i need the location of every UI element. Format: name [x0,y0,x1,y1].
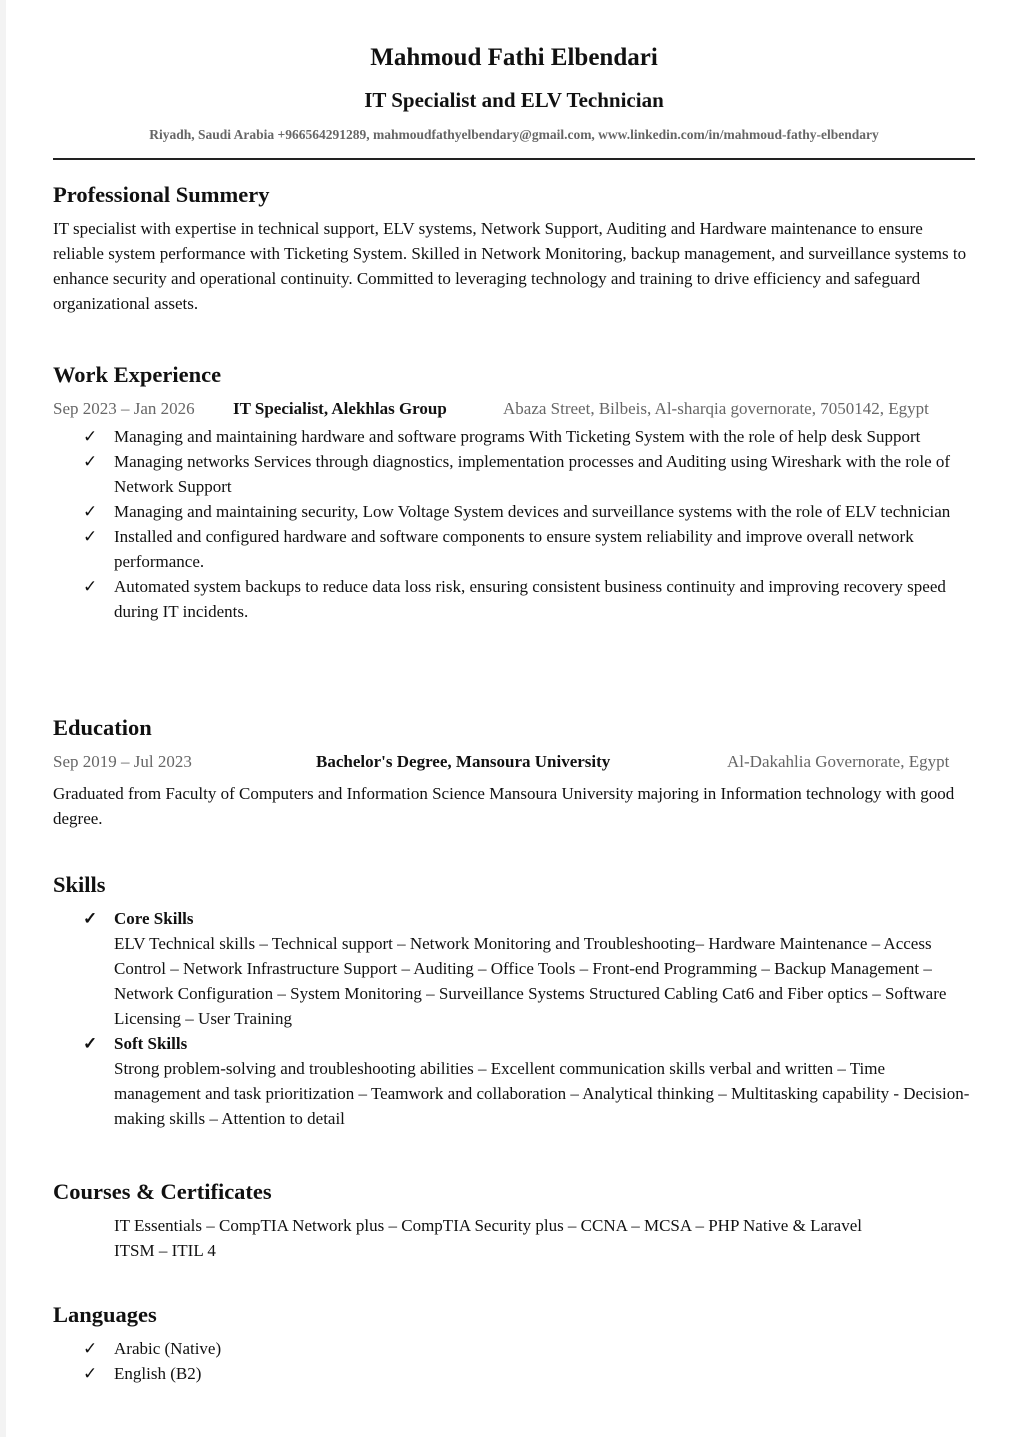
list-item: ✓ Automated system backups to reduce data loss risk, ensuring consistent business continuity and improving recovery speed during IT incidents. [53,574,975,624]
languages-list [53,1336,975,1386]
soft-skills-title: ✓ Soft Skills [53,1031,975,1056]
core-skills-title: ✓ Core Skills [53,906,975,931]
check-icon: ✓ [83,452,98,471]
check-icon: ✓ [83,527,98,546]
education-location: Al-Dakahlia Governorate, Egypt [727,752,950,771]
job-header [53,396,975,421]
education-dates: Sep 2019 – Jul 2023 [53,752,192,771]
check-icon: ✓ [83,1034,98,1053]
candidate-name: Mahmoud Fathi Elbendari [370,44,658,71]
education-section [53,713,975,831]
courses-line: IT Essentials – CompTIA Network plus – CompTIA Security plus – CCNA – MCSA – PHP Native & Laravel [114,1216,862,1235]
skills-section [53,870,975,1131]
page-edge [0,0,6,1437]
job-role: IT Specialist, Alekhlas Group [233,399,447,418]
skills-heading: Skills [53,872,106,897]
job-dates: Sep 2023 – Jan 2026 [53,399,195,418]
languages-section [53,1300,975,1386]
check-icon: ✓ [83,577,98,596]
education-degree: Bachelor's Degree, Mansoura University [316,752,611,771]
skills-list [53,906,975,931]
education-text: Graduated from Faculty of Computers and Information Science Mansoura University majoring in Information technology with good degree. [53,784,955,828]
list-item: ✓ English (B2) [53,1361,975,1386]
check-icon: ✓ [83,909,98,928]
check-icon: ✓ [83,502,98,521]
job-bullets [53,424,975,624]
core-skills-text: ELV Technical skills – Technical support – Network Monitoring and Troubleshooting– Hardware Maintenance – Access Control – Network Infrastructure Support – Auditing – Office Tools – Front-end Programming – Backup Management – Network Configuration – System Monitoring – Surveillance Systems Structured Cabling Cat6 and Fiber optics – Software Licensing – User Training [114,934,947,1028]
candidate-title: IT Specialist and ELV Technician [364,88,664,112]
contact-line: Riyadh, Saudi Arabia +966564291289, mahmoudfathyelbendary@gmail.com, www.linkedin.com/in/mahmoud-fathy-elbendary [149,127,879,142]
job-location: Abaza Street, Bilbeis, Al-sharqia governorate, 7050142, Egypt [503,399,929,418]
soft-skills-text: Strong problem-solving and troubleshooting abilities – Excellent communication skills verbal and written – Time management and task prioritization – Teamwork and collaboration – Analytical thinking – Multitasking capability - Decision-making skills – Attention to detail [114,1059,970,1128]
languages-heading: Languages [53,1302,157,1327]
header-divider [53,158,975,160]
check-icon: ✓ [83,1339,98,1358]
work-section [53,360,975,624]
list-item: ✓ Arabic (Native) [53,1336,975,1361]
courses-section [53,1177,975,1263]
list-item: ✓ Managing networks Services through diagnostics, implementation processes and Auditing using Wireshark with the role of Network Support [53,449,975,499]
soft-skills-list [53,1031,975,1056]
list-item: ✓ Managing and maintaining security, Low Voltage System devices and surveillance systems with the role of ELV technician [53,499,975,524]
education-heading: Education [53,715,152,740]
list-item: ✓ Installed and configured hardware and software components to ensure system reliability and improve overall network performance. [53,524,975,574]
summary-section [53,180,975,316]
education-header [53,749,975,774]
work-heading: Work Experience [53,362,222,387]
check-icon: ✓ [83,1364,98,1383]
summary-text: IT specialist with expertise in technical support, ELV systems, Network Support, Auditing and Hardware maintenance to ensure reliable system performance with Ticketing System. Skilled in Network Monitoring, backup management, and surveillance systems to enhance security and operational continuity. Committed to leveraging technology and training to drive efficiency and safeguard organizational assets. [53,219,967,313]
courses-line: ITSM – ITIL 4 [114,1241,216,1260]
check-icon: ✓ [83,427,98,446]
summary-heading: Professional Summery [53,182,270,207]
list-item: ✓ Managing and maintaining hardware and software programs With Ticketing System with the role of help desk Support [53,424,975,449]
courses-heading: Courses & Certificates [53,1179,272,1204]
